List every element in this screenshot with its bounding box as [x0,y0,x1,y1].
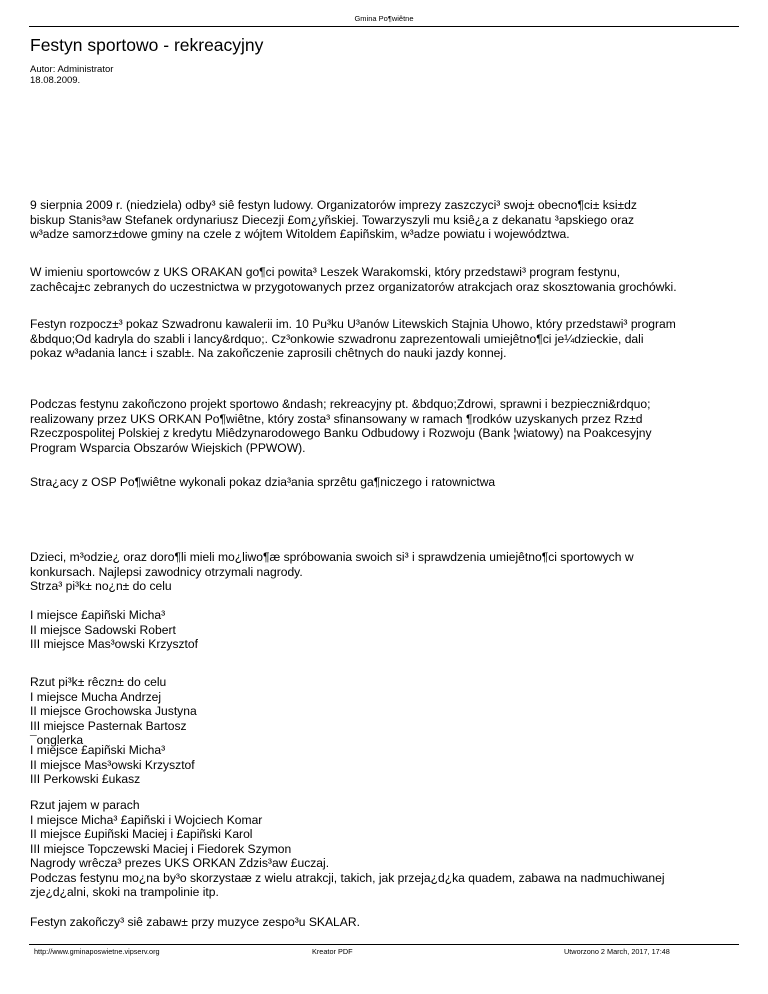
paragraph [30,743,742,787]
text-line: zje¿d¿alni, skoki na trampolinie itp. [30,885,219,899]
text-line: konkursach. Najlepsi zawodnicy otrzymali nagrody. [30,564,303,579]
text-line: II miejsce £upiñski Maciej i £apiñski Karol [30,827,253,841]
text-line: Festyn rozpocz±³ pokaz Szwadronu kawalerii im. 10 Pu³ku U³anów Litewskich Stajnia Uhowo, który przedstawi³ program [30,317,676,331]
paragraph [30,608,742,652]
text-line: &bdquo;Od kadryla do szabli i lancy&rdquo;. Cz³onkowie szwadronu zaprezentowali umiejêtno¶ci je¼dzieckie, dali [30,331,644,346]
paragraph [30,798,742,900]
date-line: 18.08.2009. [30,75,81,86]
text-line: pokaz w³adania lanc± i szabl±. Na zakoñczenie zaprosili chêtnych do nauki jazdy konnej. [30,346,507,360]
article-meta [30,64,113,86]
text-line: I miejsce Micha³ £apiñski i Wojciech Komar [30,812,263,827]
text-line: Podczas festynu zakoñczono projekt sportowo &ndash; rekreacyjny pt. &bdquo;Zdrowi, sprawni i bezpieczni&rdquo; [30,397,651,411]
paragraph [30,915,742,930]
text-line: zachêcaj±c zebranych do uczestnictwa w przygotowanych przez organizatorów atrakcjach oraz skosztowania grochówki. [30,279,677,294]
text-line: Rzut jajem w parach [30,798,140,812]
paragraph [30,550,742,594]
text-line: II miejsce Sadowski Robert [30,622,176,637]
text-line: Program Wsparcia Obszarów Wiejskich (PPWOW). [30,440,306,455]
text-line: Rzeczpospolitej Polskiej z kredytu Miêdzynarodowego Banku Odbudowy i Rozwoju (Bank ¦wiatowy) na Poakcesyjny [30,426,652,440]
text-line: W imieniu sportowców z UKS ORAKAN go¶ci powita³ Leszek Warakomski, który przedstawi³ program festynu, [30,265,621,279]
header-divider [29,26,739,27]
text-line: Stra¿acy z OSP Po¶wiêtne wykonali pokaz dzia³ania sprzêtu ga¶niczego i ratownictwa [30,475,496,489]
paragraph [30,265,742,294]
site-header: Gmina Po¶wiêtne [354,14,414,23]
text-line: Strza³ pi³k± no¿n± do celu [30,579,172,593]
text-line: III miejsce Pasternak Bartosz [30,718,187,733]
text-line: ¯onglerka [30,733,84,747]
text-line: w³adze samorz±dowe gminy na czele z wójtem Witoldem £apiñskim, w³adze powiatu i województwa. [30,227,570,241]
footer-created-date: Utworzono 2 March, 2017, 17:48 [564,947,670,956]
text-line: realizowany przez UKS ORKAN Po¶wiêtne, który zosta³ sfinansowany w ramach ¶rodków uzyskanych przez Rz±d [30,411,643,426]
paragraph [30,675,742,748]
paragraph [30,397,742,455]
text-line: Rzut pi³k± rêczn± do celu [30,675,167,689]
paragraph [30,475,742,490]
text-line: Dzieci, m³odzie¿ oraz doro¶li mieli mo¿liwo¶æ spróbowania swoich si³ i sprawdzenia umiejêtno¶ci sportowych w [30,550,634,564]
footer-divider [29,944,739,945]
paragraph [30,317,742,361]
text-line: I miejsce Mucha Andrzej [30,689,162,704]
text-line: 9 sierpnia 2009 r. (niedziela) odby³ siê festyn ludowy. Organizatorów imprezy zaszczyci³ swoj± obecno¶ci± ksi±dz [30,198,637,212]
text-line: I miejsce £apiñski Micha³ [30,608,166,622]
text-line: III miejsce Topczewski Maciej i Fiedorek Szymon [30,841,292,856]
text-line: I miejsce £apiñski Micha³ [30,743,166,757]
footer-url: http://www.gminaposwietne.vipserv.org [34,947,160,956]
text-line: Nagrody wrêcza³ prezes UKS ORKAN Zdzis³aw £uczaj. [30,856,330,870]
text-line: III miejsce Mas³owski Krzysztof [30,637,198,651]
author-line: Autor: Administrator [30,64,114,75]
text-line: Podczas festynu mo¿na by³o skorzystaæ z wielu atrakcji, takich, jak przeja¿d¿ka quadem, zabawa na nadmuchiwanej [30,870,665,885]
article-title: Festyn sportowo - rekreacyjny [30,35,264,55]
paragraph [30,198,742,242]
text-line: II miejsce Grochowska Justyna [30,704,197,718]
text-line: biskup Stanis³aw Stefanek ordynariusz Diecezji £om¿yñskiej. Towarzyszyli mu ksiê¿a z dekanatu ³apskiego oraz [30,212,635,227]
text-line: III Perkowski £ukasz [30,772,141,786]
footer-tool: Kreator PDF [312,947,353,956]
text-line: II miejsce Mas³owski Krzysztof [30,757,195,772]
text-line: Festyn zakoñczy³ siê zabaw± przy muzyce zespo³u SKALAR. [30,915,360,929]
